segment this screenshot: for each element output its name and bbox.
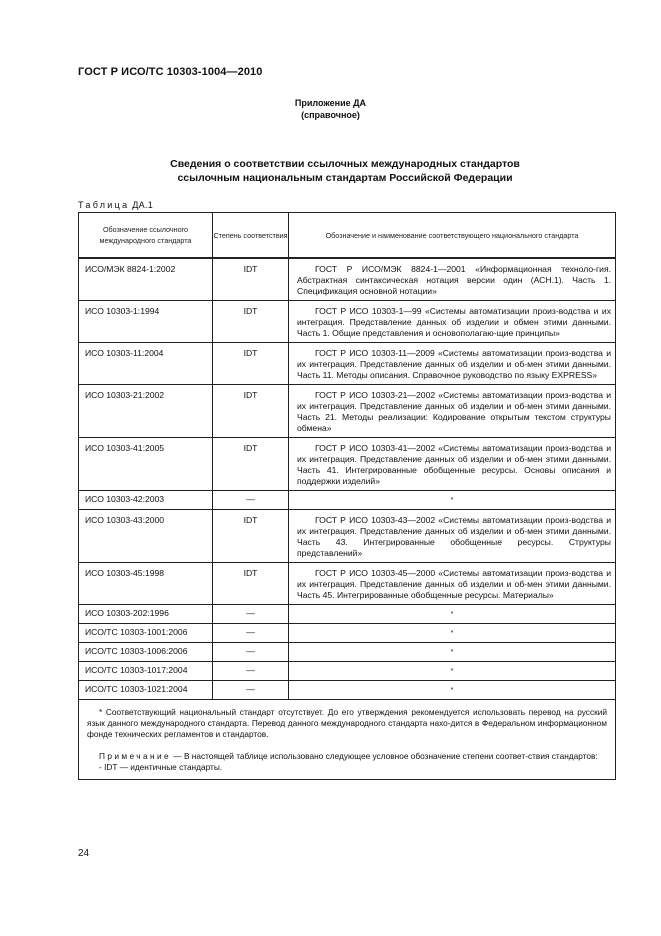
- cell-code: ИСО 10303-42:2003: [79, 491, 213, 510]
- table-row: [79, 491, 616, 510]
- cell-code: ИСО 10303-45:1998: [79, 563, 213, 605]
- note-label: Примечание: [99, 751, 172, 761]
- cell-national: [289, 643, 616, 662]
- cell-national: ГОСТ Р ИСО 10303-43—2002 «Системы автоматизации произ-водства и их интеграция. Представление данных об изделии и об-мен этими данными. Часть 43. Интегрированные обобщенные ресурсы. Структуры представлений»: [289, 510, 616, 563]
- cell-national: [289, 605, 616, 624]
- table-footnote: [79, 700, 616, 780]
- table-row: [79, 605, 616, 624]
- table-row: [79, 385, 616, 438]
- cell-national: ГОСТ Р ИСО 10303-21—2002 «Системы автоматизации произ-водства и их интеграция. Представление данных об изделии и об-мен этими данными. Часть 21. Методы реализации: Кодирование открытым текстом структуры обмена»: [289, 385, 616, 438]
- cell-code: ИСО 10303-41:2005: [79, 438, 213, 491]
- footnote-star-text: * Соответствующий национальный стандарт отсутствует. До его утверждения рекомендуется использовать перевод на русский язык данного международного стандарта. Перевод данного международного стандарта нахо-дится в Федеральном информационном фонде технических регламентов и стандартов.: [87, 707, 607, 739]
- cell-degree: —: [213, 605, 289, 624]
- cell-degree: IDT: [213, 438, 289, 491]
- section-title: [0, 157, 661, 185]
- footnote-marker: *: [450, 630, 454, 637]
- table-row: [79, 301, 616, 343]
- cell-national: [289, 662, 616, 681]
- header-national: Обозначение и наименование соответствующего национального стандарта: [289, 213, 616, 259]
- cell-code: ИСО 10303-1:1994: [79, 301, 213, 343]
- table-row: [79, 510, 616, 563]
- cell-code: ИСО/ТС 10303-1006:2006: [79, 643, 213, 662]
- footnote-marker: *: [450, 497, 454, 504]
- cell-degree: —: [213, 491, 289, 510]
- table-row: [79, 343, 616, 385]
- footnote-marker: *: [450, 649, 454, 656]
- cell-national: [289, 681, 616, 700]
- cell-national: ГОСТ Р ИСО 10303-1—99 «Системы автоматизации произ-водства и их интеграция. Представление данных об изделии и обмен этими данными. Часть 1. Общие представления и основополагаю-щие принципы»: [289, 301, 616, 343]
- correspondence-table: [78, 212, 616, 780]
- table-row: [79, 662, 616, 681]
- cell-code: ИСО 10303-202:1996: [79, 605, 213, 624]
- table-row: [79, 563, 616, 605]
- cell-code: ИСО/МЭК 8824-1:2002: [79, 258, 213, 301]
- cell-degree: IDT: [213, 258, 289, 301]
- table-caption-word: Таблица: [78, 200, 130, 210]
- appendix-heading: [0, 97, 661, 121]
- table-row: [79, 258, 616, 301]
- cell-degree: IDT: [213, 301, 289, 343]
- footnote-marker: *: [450, 687, 454, 694]
- table-note: [87, 751, 607, 762]
- cell-degree: IDT: [213, 563, 289, 605]
- cell-degree: —: [213, 662, 289, 681]
- cell-code: ИСО/ТС 10303-1001:2006: [79, 624, 213, 643]
- cell-code: ИСО 10303-21:2002: [79, 385, 213, 438]
- table-footnote-row: [79, 700, 616, 780]
- cell-code: ИСО/ТС 10303-1021:2004: [79, 681, 213, 700]
- appendix-subtitle: (справочное): [301, 110, 360, 120]
- cell-degree: IDT: [213, 343, 289, 385]
- cell-degree: IDT: [213, 510, 289, 563]
- table-row: [79, 681, 616, 700]
- footnote-marker: *: [450, 611, 454, 618]
- document-header: ГОСТ Р ИСО/ТС 10303-1004—2010: [78, 66, 263, 78]
- note-text: — В настоящей таблице использовано следующее условное обозначение степени соответ-ствия стандартов:: [171, 751, 598, 761]
- table-caption: [78, 200, 153, 210]
- footnote-marker: *: [450, 668, 454, 675]
- cell-code: ИСО/ТС 10303-1017:2004: [79, 662, 213, 681]
- table-row: [79, 624, 616, 643]
- cell-national: ГОСТ Р ИСО 10303-41—2002 «Системы автоматизации произ-водства и их интеграция. Представление данных об изделии и об-мен этими данными. Часть 41. Интегрированные обобщенные ресурсы. Основы описания и поддержки изделий»: [289, 438, 616, 491]
- cell-national: ГОСТ Р ИСО 10303-11—2009 «Системы автоматизации произ-водства и их интеграция. Представление данных об изделии и об-мен этими данными. Часть 11. Методы описания. Справочное руководство по языку EXPRESS»: [289, 343, 616, 385]
- cell-degree: IDT: [213, 385, 289, 438]
- cell-code: ИСО 10303-11:2004: [79, 343, 213, 385]
- cell-degree: —: [213, 643, 289, 662]
- cell-degree: —: [213, 624, 289, 643]
- section-title-line-1: Сведения о соответствии ссылочных международных стандартов: [170, 158, 520, 170]
- page-number: 24: [78, 848, 90, 859]
- header-degree: Степень соответствия: [213, 213, 289, 259]
- appendix-title: Приложение ДА: [294, 98, 367, 108]
- table-row: [79, 438, 616, 491]
- table-body: [79, 258, 616, 780]
- cell-national: [289, 624, 616, 643]
- table-row: [79, 643, 616, 662]
- cell-degree: —: [213, 681, 289, 700]
- cell-code: ИСО 10303-43:2000: [79, 510, 213, 563]
- cell-national: [289, 491, 616, 510]
- header-code: Обозначение ссылочного международного стандарта: [79, 213, 213, 259]
- cell-national: ГОСТ Р ИСО/МЭК 8824-1—2001 «Информационная техноло-гия. Абстрактная синтаксическая нотация версии один (АСН.1). Часть 1. Спецификация основной нотации»: [289, 258, 616, 301]
- cell-national: ГОСТ Р ИСО 10303-45—2000 «Системы автоматизации произ-водства и их интеграция. Представление данных об изделии и об-мен этими данными. Часть 45. Интегрированные обобщенные ресурсы. Материалы»: [289, 563, 616, 605]
- table-caption-number: ДА.1: [132, 200, 154, 210]
- idt-definition: - IDT — идентичные стандарты.: [99, 762, 223, 772]
- section-title-line-2: ссылочным национальным стандартам Российской Федерации: [177, 172, 513, 184]
- table-header-row: [79, 213, 616, 259]
